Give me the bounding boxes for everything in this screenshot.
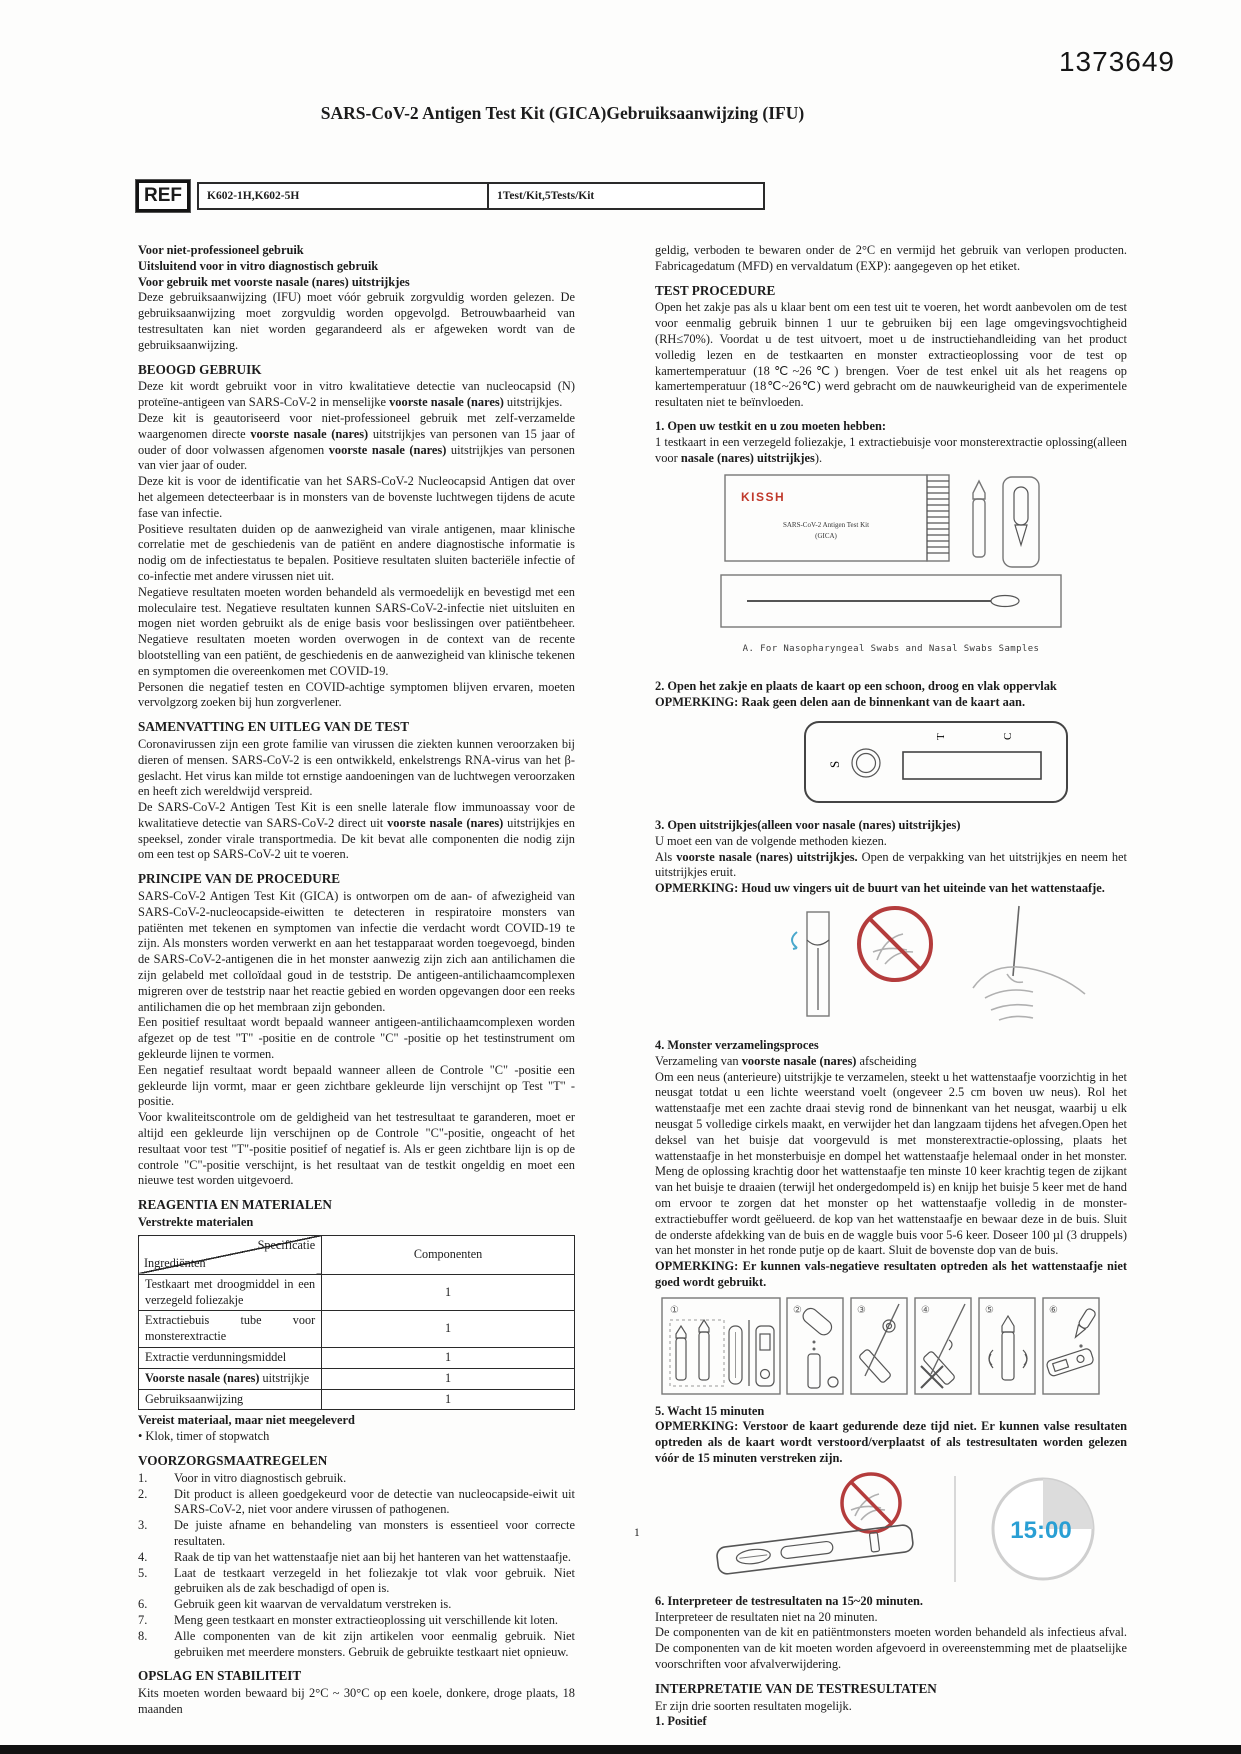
panel-4 xyxy=(915,1298,971,1394)
corner-label-ingredienten: Ingrediënten xyxy=(144,1256,206,1271)
section-heading-reagentia: REAGENTIA EN MATERIALEN xyxy=(138,1197,332,1213)
intro-line: Voor gebruik met voorste nasale (nares) uitstrijkjes xyxy=(138,274,410,289)
hand-holding-swab xyxy=(973,906,1085,1020)
figure-kit-contents xyxy=(655,471,1127,671)
step4-subheading: Verzameling van voorste nasale (nares) afscheiding xyxy=(655,1053,917,1068)
section-heading-principe: PRINCIPE VAN DE PROCEDURE xyxy=(138,871,341,887)
foil-pouch xyxy=(725,475,927,561)
step5-heading: 5. Wacht 15 minuten xyxy=(655,1403,765,1418)
list-number: 1. xyxy=(138,1470,148,1485)
list-item xyxy=(138,1471,575,1487)
paragraph: Coronavirussen zijn een grote familie van virussen die ziekten kunnen veroorzaken bij dieren of mensen. SARS-CoV-2 is een ontwikkeld, enkelstrengs RNA-virus van het β-geslacht. Het virus kan milde tot ernstige aandoeningen van de luchtwegen veroorzaken en heeft zich wereldwijd verspreid. xyxy=(138,736,575,799)
list-text: Dit product is alleen goedgekeurd voor de detectie van nucleocapside-eiwit uit SARS-CoV-2, niet voor andere virussen of pathogenen. xyxy=(174,1486,575,1517)
step6-paragraph: Interpreteer de resultaten niet na 20 minuten. xyxy=(655,1609,878,1624)
document-number: 1373649 xyxy=(1058,46,1175,77)
paragraph: De SARS-CoV-2 Antigen Test Kit is een snelle laterale flow immunoassay voor de kwalitatieve detectie van SARS-CoV-2 direct uit voorste nasale (nares) uitstrijkjes en speeksel, zonder virale transportmedia. De kit bevat alle componenten die nodig zijn om een test op SARS-CoV-2 uit te voeren. xyxy=(138,800,575,862)
table-row xyxy=(139,1348,575,1369)
list-item xyxy=(138,1597,575,1613)
list-text: Raak de tip van het wattenstaafje niet aan bij het hanteren van het wattenstaafje. xyxy=(174,1549,572,1564)
figure-open-swab xyxy=(655,902,1127,1030)
paragraph: Deze kit is voor de identificatie van het SARS-CoV-2 Nucleocapsid Antigen dat over het algemeen detecteerbaar is in monsters van de bovenste luchtwegen tijdens de acute fase van infectie. xyxy=(138,474,575,520)
paragraph: Open het zakje pas als u klaar bent om een test uit te voeren, het wordt aanbevolen om de test voor eenmalig gebruik binnen 1 uur te gebruiken bij een lage omgevingsvochtigheid (RH≤70%). Voordat u de test uitvoert, moet u de instructiehandleiding van het product volledig lezen en de testkaarten en monster extractieoplossing voor de test op kamertemperatuur (18℃~26℃) brengen. Voer de test enkel uit als het reagens op kamertemperatuur (18℃~26℃) werd gebracht om de nauwkeurigheid van de experimentele resultaten niet te beïnvloeden. xyxy=(655,300,1127,410)
materials-table xyxy=(138,1235,575,1411)
paragraph: Kits moeten worden bewaard bij 2°C ~ 30°C op een koele, donkere, droge plaats, 18 maanden xyxy=(138,1686,575,1716)
section-heading-samenvatting: SAMENVATTING EN UITLEG VAN DE TEST xyxy=(138,719,410,735)
step2-heading: 2. Open het zakje en plaats de kaart op een schoon, droog en vlak oppervlak xyxy=(655,679,1057,694)
result-window xyxy=(903,752,1041,779)
sample-well-inner xyxy=(857,753,876,772)
test-card-flat xyxy=(716,1524,914,1575)
panel-1 xyxy=(662,1298,780,1394)
intro-line: Uitsluitend voor in vitro diagnostisch gebruik xyxy=(138,258,379,273)
figure-test-card xyxy=(655,716,1127,810)
section-heading-voorzorg: VOORZORGSMAATREGELEN xyxy=(138,1452,328,1468)
swab-tip xyxy=(991,596,1019,607)
section-heading-beoogd: BEOOGD GEBRUIK xyxy=(138,361,262,377)
list-number: 6. xyxy=(138,1597,148,1612)
collection-steps-illustration xyxy=(661,1296,1121,1396)
step6-heading: 6. Interpreteer de testresultaten na 15~20 minuten. xyxy=(655,1593,923,1608)
table-row xyxy=(139,1368,575,1389)
list-number: 3. xyxy=(138,1518,148,1533)
list-number: 5. xyxy=(138,1565,148,1580)
list-text: Meng geen testkaart en monster extractieoplossing uit verschillende kit loten. xyxy=(174,1612,559,1627)
catalog-number: K602-1H,K602-5H xyxy=(199,184,489,208)
intro-line: Voor niet-professioneel gebruik xyxy=(138,243,304,257)
panel-6 xyxy=(1043,1298,1099,1394)
sample-well-label: S xyxy=(827,760,842,768)
table-row xyxy=(139,1311,575,1348)
result-type-positief: 1. Positief xyxy=(655,1714,707,1729)
panel-number: ⑥ xyxy=(1049,1304,1058,1316)
list-number: 8. xyxy=(138,1628,148,1643)
step3-heading: 3. Open uitstrijkjes(alleen voor nasale (nares) uitstrijkjes) xyxy=(655,817,961,832)
paragraph: SARS-CoV-2 Antigen Test Kit (GICA) is ontworpen om de aan- of afwezigheid van SARS-CoV-2-nucleocapside-eiwitten te detecteren in respiratoire monsters van patiënten met tekenen en symptomen van infectie die verdacht wordt COVID-19 te zijn. Als monsters worden verwerkt en aan het testapparaat worden toegevoegd, binden de SARS-CoV-2-antigenen die in het monster aanwezig zijn zich aan antilichamen die zijn gelabeld met colloïdaal goud in de teststrip. De antigeen-antilichaamcomplexen migreren over de teststrip naar het reactie gebied en worden opgevangen door een reeks antilichamen die op het membraan zijn gebonden. xyxy=(138,889,575,1014)
figure-collection-steps xyxy=(655,1296,1127,1396)
t-line-label: T xyxy=(935,733,947,740)
step4-heading: 4. Monster verzamelingsproces xyxy=(655,1037,819,1052)
section-heading-test-procedure: TEST PROCEDURE xyxy=(655,282,776,298)
column-header-componenten: Componenten xyxy=(322,1235,575,1274)
extraction-tube-icon xyxy=(973,481,985,557)
intro-paragraph: Deze gebruiksaanwijzing (IFU) moet vóór gebruik zorgvuldig worden gelezen. De gebruiksaanwijzing moet zorgvuldig worden opgevolgd. Betrouwbaarheid van testresultaten kan niet worden gegarandeerd als er afgeweken wordt van de gebruiksaanwijzing. xyxy=(138,290,575,352)
timer-value: 15:00 xyxy=(1010,1516,1072,1544)
wait-timer-illustration xyxy=(655,1472,1127,1586)
section-heading-interpretatie: INTERPRETATIE VAN DE TESTRESULTATEN xyxy=(655,1680,937,1696)
step2-note: OPMERKING: Raak geen delen aan de binnenkant van de kaart aan. xyxy=(655,695,1026,710)
kit-contents-illustration xyxy=(655,471,1127,671)
subheading-verstrekte-materialen: Verstrekte materialen xyxy=(138,1215,254,1230)
no-touch-icon xyxy=(859,908,931,980)
tear-strip-hatching xyxy=(927,481,949,553)
pouch-label-line1: SARS-CoV-2 Antigen Test Kit xyxy=(782,521,870,530)
wrapper-peel-edge xyxy=(807,940,829,945)
material-count: 1 xyxy=(322,1274,575,1311)
panel-number: ④ xyxy=(921,1304,930,1316)
scan-edge-bar xyxy=(0,1745,1241,1754)
step4-note: OPMERKING: Er kunnen vals-negatieve resultaten optreden als het wattenstaafje niet goed wordt gebruikt. xyxy=(655,1259,1127,1289)
list-text: De juiste afname en behandeling van monsters is essentieel voor correcte resultaten. xyxy=(174,1518,575,1548)
list-text: Voor in vitro diagnostisch gebruik. xyxy=(174,1470,347,1485)
step1-body: 1 testkaart in een verzegeld foliezakje, 1 extractiebuisje voor monsterextractie oplossing(alleen voor nasale (nares) uitstrijkjes). xyxy=(655,434,1127,465)
ref-catalog-row xyxy=(136,180,765,212)
panel-number: ⑤ xyxy=(985,1304,994,1316)
required-materials-item: • Klok, timer of stopwatch xyxy=(138,1429,270,1444)
section-heading-opslag: OPSLAG EN STABILITEIT xyxy=(138,1668,302,1684)
buffer-ampoule-icon xyxy=(1003,477,1039,567)
paragraph: Een positief resultaat wordt bepaald wanneer antigeen-antilichaamcomplexen worden afgezet op de test "T" -positie en de controle "C" -positie op het testinstrument om gekleurde lijnen te vormen. xyxy=(138,1015,575,1062)
step3-note: OPMERKING: Houd uw vingers uit de buurt van het uiteinde van het wattenstaafje. xyxy=(655,881,1105,896)
step4-paragraph: Om een neus (anterieure) uitstrijkje te verzamelen, steekt u het wattenstaafje voorzichtig in het neusgat totdat u een lichte weerstand voelt (ongeveer 2.5 cm boven uw neus). Rol het wattenstaafje met een zachte draai stevig rond de binnenkant van het neusgat, waarbij u elk neusgat 5 volledige cirkels maakt, en verwijder het dan langzaam tijdens het afvegen.Open het deksel van het buisje dat voorgevuld is met monsterextractie-oplossing, plaats het wattenstaafje in het monsterbuisje en dompel het wattenstaafje helemaal onder in het monster. Meng de oplossing krachtig door het wattenstaafje ten minste 10 keer krachtig tegen de zijkant van het buisje te draaien (terwijl het ondergedompeld is) en knijp het buisje 5 keer met de hand om ervoor te zorgen dat het monster op het wattenstaafje volledig in de monster-extractiebuffer wordt geëlueerd. de kop van het wattenstaafje en bewaar deze in de buis. Sluit de onderste afdekking van de buis en de waggle buis voor 5-6 keer. Doseer 100 µl (3 druppels) van het monster in het ronde putje op de kaart. Sluit de bovenste dop van de buis. xyxy=(655,1069,1127,1258)
paragraph: Deze kit wordt gebruikt voor in vitro kwalitatieve detectie van nucleocapsid (N) proteïne-antigeen van SARS-CoV-2 in menselijke voorste nasale (nares) uitstrijkjes. xyxy=(138,379,575,410)
paragraph: Personen die negatief testen en COVID-achtige symptomen blijven ervaren, moeten vervolgzorg zoeken bij hun zorgverlener. xyxy=(138,679,575,710)
table-row xyxy=(139,1274,575,1311)
material-label: Extractiebuis tube voor monsterextractie xyxy=(139,1311,322,1348)
right-column xyxy=(655,243,1127,1730)
step5-note: OPMERKING: Verstoor de kaart gedurende deze tijd niet. Er kunnen valse resultaten optreden als de kaart wordt verstoord/verplaatst of als testresultaten worden gelezen vóór de 15 minuten verstreken zijn. xyxy=(655,1419,1127,1466)
corner-label-specificatie: Specificatie xyxy=(257,1237,316,1252)
list-item xyxy=(138,1566,575,1598)
table-header-row xyxy=(139,1235,575,1274)
paragraph: Deze kit is geautoriseerd voor niet-professioneel gebruik met zelf-verzamelde waargenomen directe voorste nasale (nares) uitstrijkjes van personen van 15 jaar of ouder of door volwassen afgenomen voorste nasale (nares) uitstrijkjes van personen van vier jaar of ouder. xyxy=(138,410,575,473)
step6-paragraph: De componenten van de kit en patiëntmonsters moeten worden behandeld als infectieus afval. De componenten van de kit moeten worden afgevoerd in overeenstemming met de plaatselijke voorschriften voor afvalverwijdering. xyxy=(655,1625,1127,1672)
panel-3 xyxy=(851,1298,907,1394)
timer-icon xyxy=(993,1479,1093,1579)
step3-paragraph: U moet een van de volgende methoden kiezen. xyxy=(655,833,887,848)
material-label: Testkaart met droogmiddel in een verzegeld foliezakje xyxy=(139,1274,322,1311)
list-item xyxy=(138,1487,575,1519)
paragraph: Een negatief resultaat wordt bepaald wanneer alleen de Controle "C" -positie een gekleurde lijn vormt, maar er geen zichtbare gekleurde lijn verschijnt op Test "T" -positie. xyxy=(138,1062,575,1109)
panel-number: ③ xyxy=(857,1304,866,1316)
material-count: 1 xyxy=(322,1389,575,1410)
list-number: 7. xyxy=(138,1612,148,1627)
paragraph: Negatieve resultaten moeten worden behandeld als vermoedelijk en bevestigd met een moleculaire test. Negatieve resultaten kunnen SARS-CoV-2-infectie niet uitsluiten en mogen niet worden gebruikt als de enige basis voor beslissingen over patiëntbeheer. Negatieve resultaten moeten worden overwogen in de context van de recente blootstelling van een patiënt, de geschiedenis en de aanwezigheid van klinische tekenen en symptomen die overeenkomen met COVID-19. xyxy=(138,584,575,678)
material-count: 1 xyxy=(322,1311,575,1348)
list-number: 4. xyxy=(138,1549,148,1564)
paragraph: Voor kwaliteitscontrole om de geldigheid van het testresultaat te garanderen, moet er altijd een gekleurde lijn verschijnen op de Controle "C"-positie, ongeacht of het resultaat voor test "T"-positie positief of negatief is. Als er geen zichtbare lijn is op de controle "C"-positie verschijnt, is het resultaat van de testkit ongeldig en moet een nieuwe test worden uitgevoerd. xyxy=(138,1110,575,1188)
list-text: Gebruik geen kit waarvan de vervaldatum verstreken is. xyxy=(174,1597,452,1612)
interpretatie-paragraph: Er zijn drie soorten resultaten mogelijk. xyxy=(655,1698,852,1713)
open-swab-illustration xyxy=(655,902,1127,1030)
brand-logo: KISSH xyxy=(741,490,786,505)
pouch-tear-strip xyxy=(927,475,949,561)
table-corner-cell xyxy=(139,1235,322,1274)
panel-number: ② xyxy=(793,1304,802,1316)
pouch-label-line2: (GICA) xyxy=(815,532,837,541)
list-item xyxy=(138,1518,575,1550)
catalog-table xyxy=(197,182,765,210)
left-column xyxy=(138,243,575,1718)
material-count: 1 xyxy=(322,1348,575,1369)
figure-caption: A. For Nasopharyngeal Swabs and Nasal Swabs Samples xyxy=(742,644,1040,655)
material-count: 1 xyxy=(322,1368,575,1389)
material-label: Extractie verdunningsmiddel xyxy=(139,1348,322,1369)
material-label: Voorste nasale (nares) uitstrijkje xyxy=(139,1368,322,1389)
continuation-paragraph: geldig, verboden te bewaren onder de 2°C en vermijd het gebruik van verlopen producten. Fabricagedatum (MFD) en vervaldatum (EXP): aangegeven op het etiket. xyxy=(655,243,1127,273)
list-text: Alle componenten van de kit zijn artikelen voor eenmalig gebruik. Niet gebruiken met meerdere monsters. Gebruik de gebruikte testkaart niet opnieuw. xyxy=(174,1628,575,1659)
required-materials-heading: Vereist materiaal, maar niet meegeleverd xyxy=(138,1413,355,1428)
panel-5 xyxy=(979,1298,1035,1394)
step1-heading: 1. Open uw testkit en u zou moeten hebben: xyxy=(655,418,886,433)
kit-contents: 1Test/Kit,5Tests/Kit xyxy=(497,190,595,202)
no-touch-icon xyxy=(842,1474,900,1532)
table-row xyxy=(139,1389,575,1410)
test-card-illustration xyxy=(655,716,1127,810)
step3-paragraph: Als voorste nasale (nares) uitstrijkjes. Open de verpakking van het uitstrijkjes en neem het uitstrijkjes eruit. xyxy=(655,849,1127,880)
ref-symbol: REF xyxy=(136,180,190,212)
peel-arrow-icon xyxy=(792,932,797,949)
list-item xyxy=(138,1613,575,1629)
c-line-label: C xyxy=(1002,732,1014,740)
list-item xyxy=(138,1629,575,1661)
list-item xyxy=(138,1550,575,1566)
page-title: SARS-CoV-2 Antigen Test Kit (GICA)Gebruiksaanwijzing (IFU) xyxy=(320,103,805,123)
material-label: Gebruiksaanwijzing xyxy=(139,1389,322,1410)
panel-2 xyxy=(787,1298,843,1394)
panel-number: ① xyxy=(670,1304,679,1316)
list-text: Laat de testkaart verzegeld in het foliezakje tot vlak voor gebruik. Niet gebruiken als de zak beschadigd of open is. xyxy=(174,1565,575,1596)
list-number: 2. xyxy=(138,1486,148,1501)
page-number: 1 xyxy=(634,1527,640,1539)
figure-wait-timer xyxy=(655,1472,1127,1586)
paragraph: Positieve resultaten duiden op de aanwezigheid van virale antigenen, maar klinische correlatie met de geschiedenis van de patiënt en andere diagnostische informatie is nodig om de infectiestatus te bepalen. Positieve resultaten sluiten bacteriële infectie of co-infectie met andere virussen niet uit. xyxy=(138,521,575,583)
